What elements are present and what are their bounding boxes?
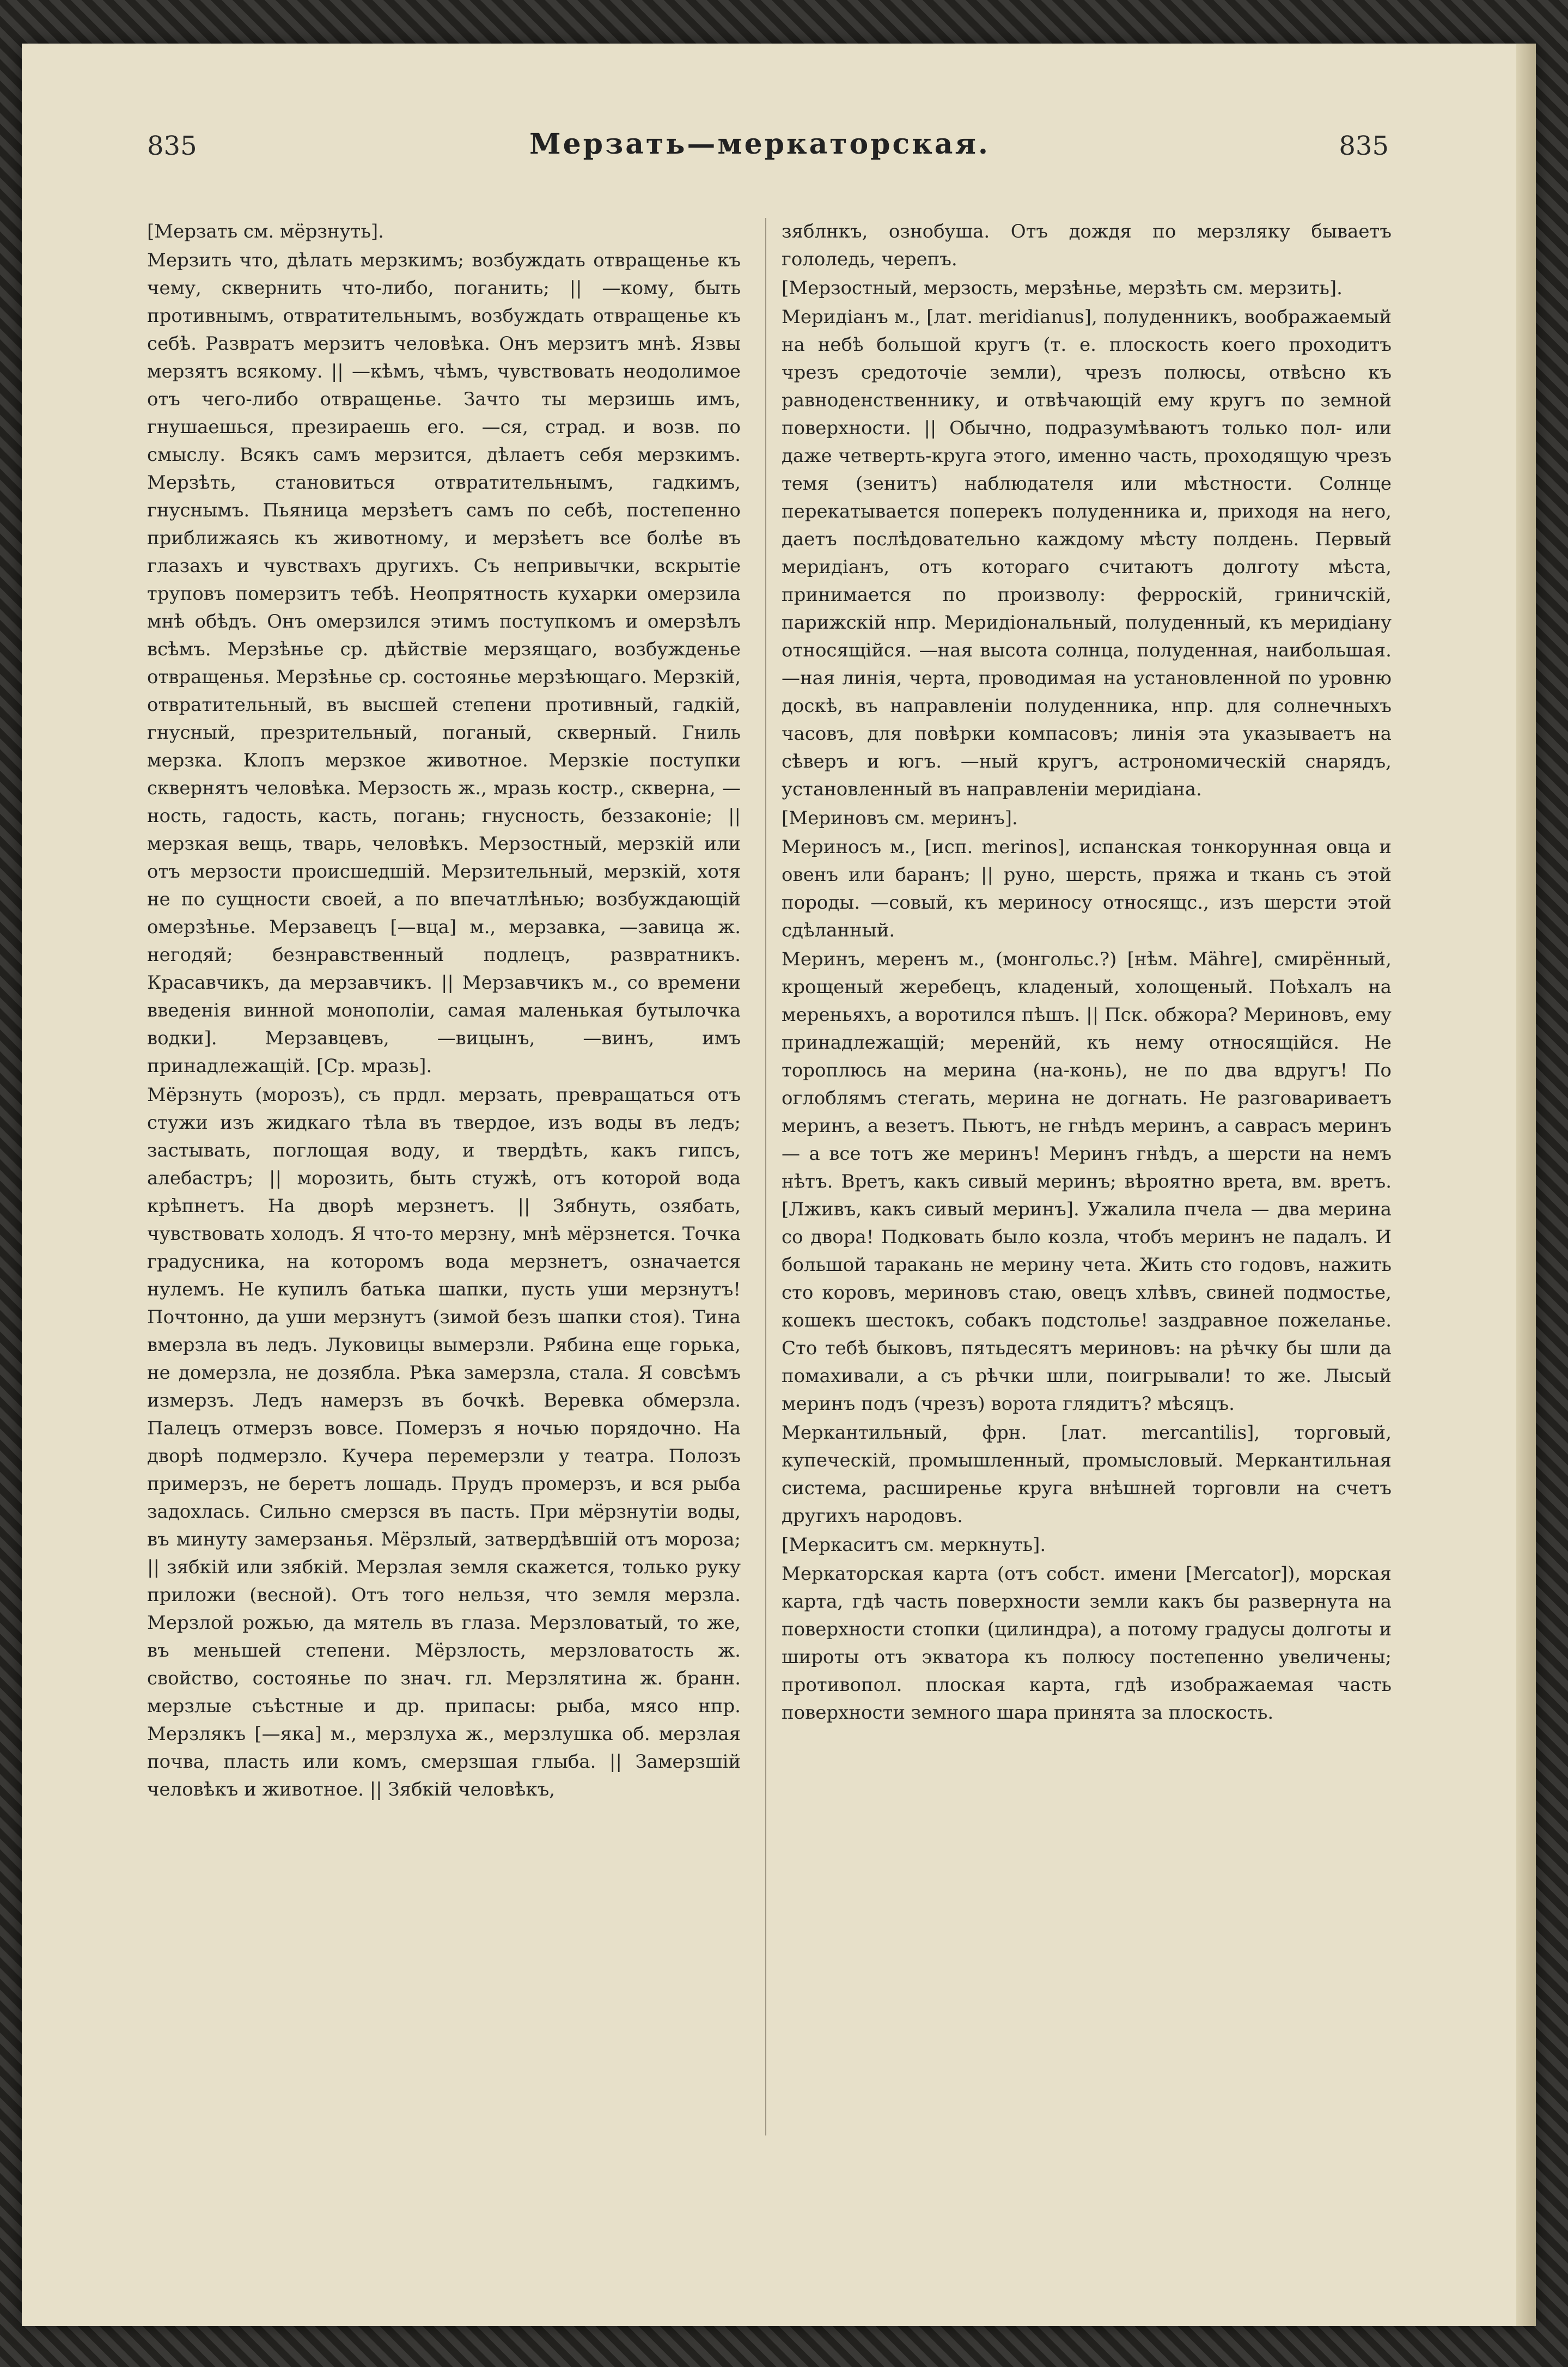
entry-merinos: Мериносъ м., [исп. merinos], испанская тонкорунная овца и овенъ или баранъ; || руно, шерсть, пряжа и ткань съ этой породы. —совый, къ мериносу относящс., изъ шерсти этой сдѣланный. bbox=[782, 836, 1392, 941]
entry-merzit: Мерзить что, дѣлать мерзкимъ; возбуждать отвращенье къ чему, сквернить что-либо, поганить; || —кому, быть противнымъ, отвратительнымъ, возбуждать отвращенье къ себѣ. Развратъ мерзитъ человѣка. Онъ мерзитъ мнѣ. Язвы мерзятъ всякому. || —кѣмъ, чѣмъ, чувствовать неодолимое отъ чего-либо отвращенье. Зачто ты мерзишь имъ, гнушаешься, презираешь его. —ся, страд. и возв. по смыслу. Всякъ самъ мерзится, дѣлаетъ себя мерзкимъ. Мерзѣть, становиться отвратительнымъ, гадкимъ, гнуснымъ. Пьяница мерзѣетъ самъ по себѣ, постепенно приближаясь къ животному, и мерзѣетъ все болѣе въ глазахъ и чувствахъ другихъ. Съ непривычки, вскрытіе труповъ померзитъ тебѣ. Неопрятность кухарки омерзила мнѣ обѣдъ. Онъ омерзился этимъ поступкомъ и омерзѣлъ всѣмъ. Мерзѣнье ср. дѣйствіе мерзящаго, возбужденье отвращенья. Мерзѣнье ср. состоянье мерзѣющаго. Мерзкій, отвратительный, въ высшей степени противный, гадкій, гнусный, презрительный, поганый, скверный. Гниль мерзка. Клопъ мерзкое животное. Мерзкіе поступки сквернятъ человѣка. Мерзость ж., мразь костр., скверна, —ность, гадость, касть, погань; гнусность, беззаконіе; || мерзкая вещь, тварь, человѣкъ. Мерзостный, мерзкій или отъ мерзости происшедшій. Мерзительный, мерзкій, хотя не по сущности своей, а по впечатлѣнью; возбуждающій омерзѣнье. Мерзавецъ [—вца] м., мерзавка, —завица ж. негодяй; безнравственный подлецъ, развратникъ. Красавчикъ, да мерзавчикъ. || Мерзавчикъ м., со времени введенія винной монополіи, самая маленькая бутылочка водки]. Мерзавцевъ, —вицынъ, —винъ, имъ принадлежащій. [Ср. мразь]. bbox=[147, 250, 741, 1077]
entry-merinov-ref: [Мериновъ см. меринъ]. bbox=[782, 807, 1018, 829]
entry-merzat-ref: [Мерзать см. мёрзнуть]. bbox=[147, 221, 384, 242]
right-column bbox=[782, 218, 1392, 2168]
page-header bbox=[125, 125, 1394, 169]
entry-merznut: Мёрзнуть (морозъ), съ прдл. мерзать, превращаться отъ стужи изъ жидкаго тѣла въ твердое, изъ воды въ ледъ; застывать, поглощая воду, и твердѣть, какъ гипсъ, алебастръ; || морозить, быть стужѣ, отъ которой вода крѣпнетъ. На дворѣ мерзнетъ. || Зябнуть, озябать, чувствовать холодъ. Я что-то мерзну, мнѣ мёрзнется. Точка градусника, на которомъ вода мерзнетъ, означается нулемъ. Не купилъ батька шапки, пусть уши мерзнутъ! Почтонно, да уши мерзнутъ (зимой безъ шапки стоя). Тина вмерзла въ ледъ. Луковицы вымерзли. Рябина еще горька, не домерзла, не дозябла. Рѣка замерзла, стала. Я совсѣмъ измерзъ. Ледъ намерзъ въ бочкѣ. Веревка обмерзла. Палецъ отмерзъ вовсе. Померзъ я ночью порядочно. На дворѣ подмерзло. Кучера перемерзли у театра. Полозъ примерзъ, не беретъ лошадь. Прудъ промерзъ, и вся рыба задохлась. Сильно смерзся въ пасть. При мёрзнутіи воды, въ минуту замерзанья. Мёрзлый, затвердѣвшій отъ мороза; || зябкій или зябкій. Мерзлая земля скажется, только руку приложи (весной). Отъ того нельзя, что земля мерзла. Мерзлой рожью, да мятель въ глаза. Мерзловатый, то же, въ меньшей степени. Мёрзлость, мерзловатость ж. свойство, состоянье по знач. гл. Мерзлятина ж. бранн. мерзлые съѣстные и др. припасы: рыба, мясо нпр. Мерзлякъ [—яка] м., мерзлуха ж., мерзлушка об. мерзлая почва, пласть или комъ, смерзшая глыба. || Замерзшій человѣкъ и животное. || Зябкій человѣкъ, bbox=[147, 1084, 741, 1800]
entry-merkasit-ref: [Меркаситъ см. меркнуть]. bbox=[782, 1534, 1046, 1556]
entry-meridian: Меридіанъ м., [лат. meridianus], полуденникъ, воображаемый на небѣ большой кругъ (т. е. плоскость коего проходитъ чрезъ средоточіе земли), чрезъ полюсы, отвѣсно къ равноденственнику, и отвѣчающій ему кругъ по земной поверхности. || Обычно, подразумѣваютъ только пол- или даже четверть-круга этого, именно часть, проходящую чрезъ темя (зенитъ) наблюдателя или мѣстности. Солнце перекатывается поперекъ полуденника и, приходя на него, даетъ послѣдовательно каждому мѣсту полдень. Первый меридіанъ, отъ котораго считаютъ долготу мѣста, принимается по произволу: ферроскій, гриничскій, парижскій нпр. Меридіональный, полуденный, къ меридіану относящійся. —ная высота солнца, полуденная, наибольшая. —ная линія, черта, проводимая на установленной по уровню доскѣ, въ направленіи полуденника, нпр. для солнечныхъ часовъ, для повѣрки компасовъ; линія эта указываетъ на сѣверъ и югъ. —ный кругъ, астрономическій снарядъ, установленный въ направленіи меридіана. bbox=[782, 306, 1392, 800]
entry-merkatorskaya: Меркаторская карта (отъ собст. имени [Mercator]), морская карта, гдѣ часть поверхности земли какъ бы развернута на поверхности стопки (цилиндра), а потому градусы долготы и широты отъ экватора къ полюсу постепенно увеличены; противопол. плоская карта, гдѣ изображаемая часть поверхности земного шара принята за плоскость. bbox=[782, 1563, 1392, 1724]
entry-merin: Меринъ, меренъ м., (монгольс.?) [нѣм. Mähre], смирённый, крощеный жеребецъ, кладеный, холощеный. Поѣхалъ на мереньяхъ, а воротился пѣшъ. || Пск. обжора? Мериновъ, ему принадлежащій; меренйй, къ нему относящійся. Не тороплюсь на мерина (на-конь), не по два вдругъ! По оглоблямъ стегать, мерина не догнать. Не разговариваетъ меринъ, а везетъ. Пьютъ, не гнѣдъ меринъ, а саврасъ меринъ — а все тотъ же меринъ! Меринъ гнѣдъ, а шерсти на немъ нѣтъ. Вретъ, какъ сивый меринъ; вѣроятно врета, вм. вретъ. [Лживъ, какъ сивый меринъ]. Ужалила пчела — два мерина со двора! Подковать было козла, чтобъ меринъ не падалъ. И большой таракань не мерину чета. Жить сто годовъ, нажить сто коровъ, мериновъ стаю, овецъ хлѣвъ, свиней подмостье, кошекъ шестокъ, собакъ подстолье! заздравное пожеланье. Сто тебѣ быковъ, пятьдесятъ мериновъ: на рѣчку бы шли да помахивали, а съ рѣчки шли, поигрывали! то же. Лысый меринъ подъ (чрезъ) ворота глядитъ? мѣсяцъ. bbox=[782, 948, 1392, 1415]
column-divider bbox=[765, 218, 766, 2135]
page-number-right: 835 bbox=[1339, 131, 1389, 161]
running-title: Мерзать—меркаторская. bbox=[529, 127, 990, 161]
entry-merzostny-ref: [Мерзостный, мерзость, мерзѣнье, мерзѣть см. мерзить]. bbox=[782, 277, 1343, 299]
page-number-left: 835 bbox=[147, 131, 197, 161]
entry-merkantilny: Меркантильный, фрн. [лат. mercantilis], торговый, купеческій, промышленный, промысловый. Меркантильная система, расширенье круга внѣшней торговли на счетъ другихъ народовъ. bbox=[782, 1422, 1392, 1527]
entry-continuation: зяблнкъ, ознобуша. Отъ дождя по мерзляку бываетъ гололедь, черепъ. bbox=[782, 221, 1392, 270]
page-edge bbox=[1516, 44, 1536, 2326]
left-column bbox=[147, 218, 741, 2168]
